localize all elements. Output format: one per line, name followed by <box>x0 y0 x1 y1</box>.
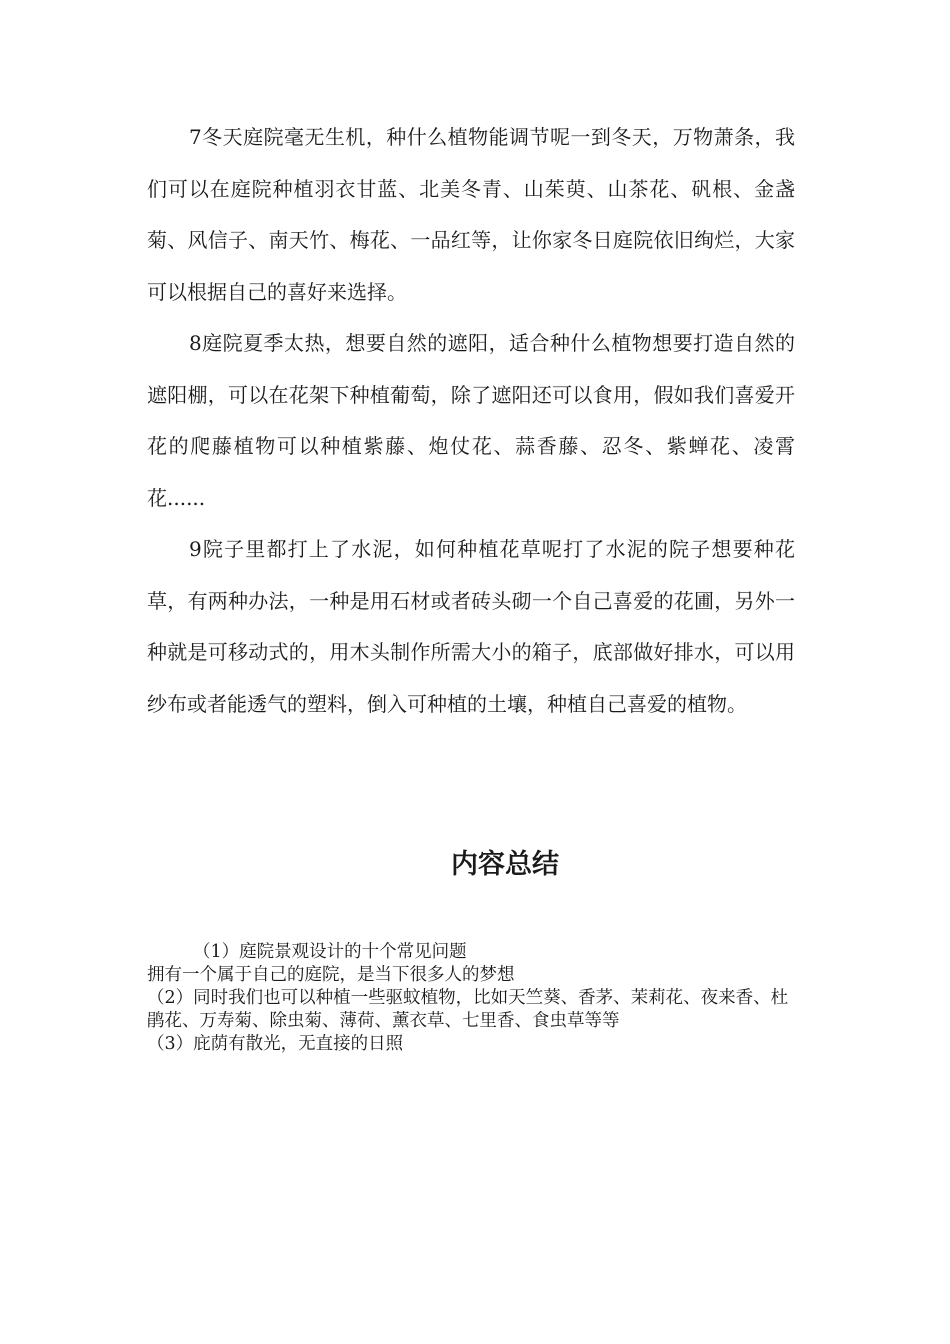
paragraph-cement-yard: 9院子里都打上了水泥，如何种植花草呢打了水泥的院子想要种花草，有两种办法，一种是用石材或者砖头砌一个自己喜爱的花圃，另外一种就是可移动式的，用木头制作所需大小的箱子，底部做好排水，可以用纱布或者能透气的塑料，倒入可种植的土壤，种植自己喜爱的植物。 <box>147 537 795 716</box>
summary-heading: 内容总结 <box>451 849 559 880</box>
summary-line-1: （1）庭院景观设计的十个常见问题 <box>193 942 467 962</box>
summary-block <box>147 941 802 1056</box>
paragraph-summer-shade: 8庭院夏季太热，想要自然的遮阳，适合种什么植物想要打造自然的遮阳棚，可以在花架下种植葡萄，除了遮阳还可以食用，假如我们喜爱开花的爬藤植物可以种植紫藤、炮仗花、蒜香藤、忍冬、紫蝉花、凌霄花...... <box>147 331 795 510</box>
summary-line-4: （3）庇荫有散光，无直接的日照 <box>147 1034 404 1054</box>
paragraph-winter-plants: 7冬天庭院毫无生机，种什么植物能调节呢一到冬天，万物萧条，我们可以在庭院种植羽衣甘蓝、北美冬青、山茱萸、山茶花、矾根、金盏菊、风信子、南天竹、梅花、一品红等，让你家冬日庭院依旧绚烂，大家可以根据自己的喜好来选择。 <box>147 125 795 304</box>
summary-line-2: 拥有一个属于自己的庭院，是当下很多人的梦想 <box>147 965 515 985</box>
summary-line-3: （2）同时我们也可以种植一些驱蚊植物，比如天竺葵、香茅、茉莉花、夜来香、杜鹃花、万寿菊、除虫菊、薄荷、薰衣草、七里香、食虫草等等 <box>147 988 789 1031</box>
